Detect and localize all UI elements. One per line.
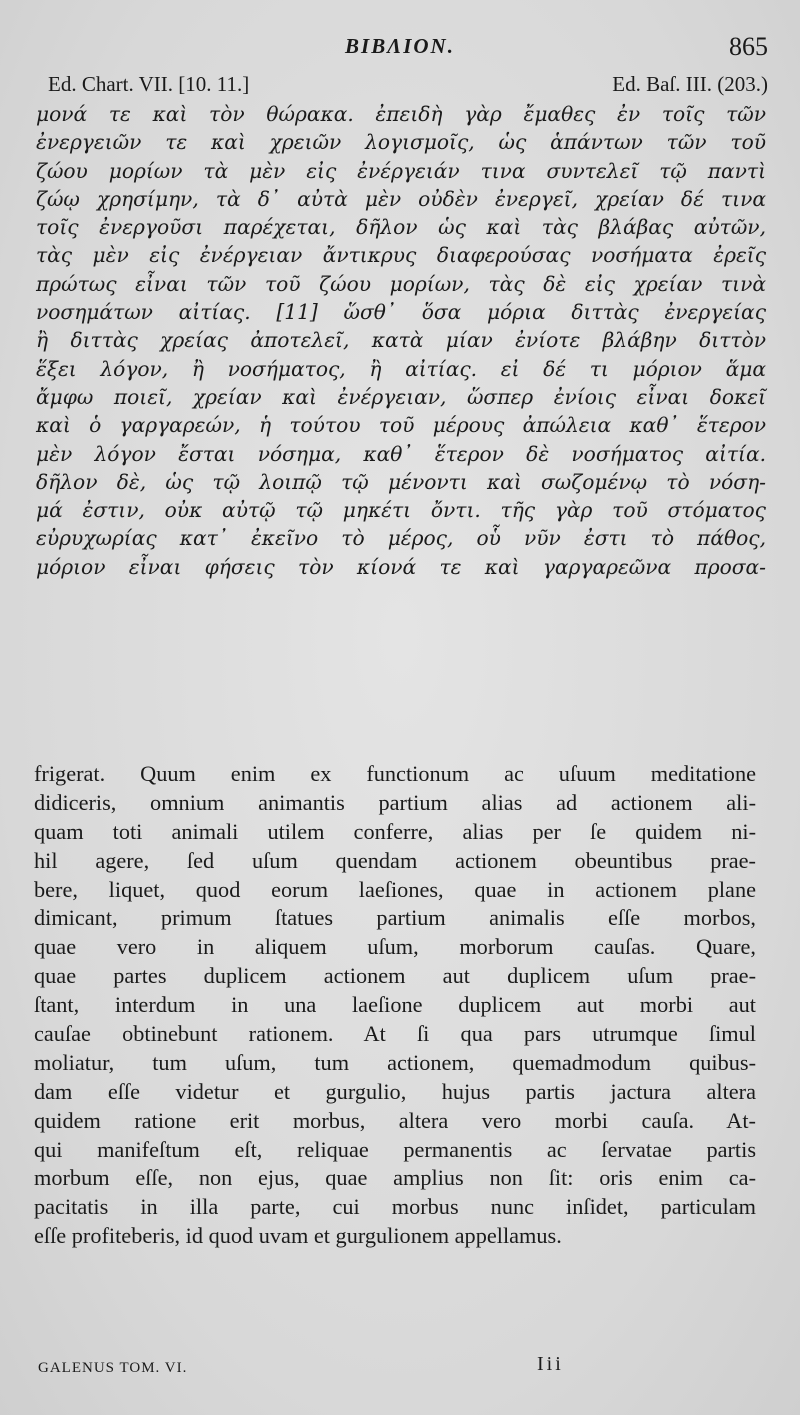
- greek-line: ἕξει λόγον, ἢ νοσήματος, ἢ αἰτίας. εἰ δέ τι μόριον ἅμα: [36, 356, 766, 381]
- latin-line: ſtant, interdum in una laeſione duplicem aut morbi aut: [34, 992, 756, 1018]
- greek-line: εὐρυχωρίας κατ᾽ ἐκεῖνο τὸ μέρος, οὗ νῦν ἐστι τὸ πάθος,: [36, 526, 766, 551]
- greek-line: νοσημάτων αἰτίας. [11] ὥσθ᾽ ὅσα μόρια διττὰς ἐνεργείας: [36, 300, 766, 325]
- latin-line: hil agere, ſed uſum quendam actionem obeuntibus prae-: [34, 847, 756, 873]
- greek-line: μονά τε καὶ τὸν θώρακα. ἐπειδὴ γὰρ ἔμαθες ἐν τοῖς τῶν: [36, 102, 766, 126]
- greek-line: ζώῳ χρησίμην, τὰ δ᾽ αὐτὰ μὲν οὐδὲν ἐνεργεῖ, χρείαν δέ τινα: [36, 186, 766, 211]
- latin-line: qui manifeſtum eſt, reliquae permanentis ac ſervatae partis: [34, 1136, 756, 1162]
- latin-line: moliatur, tum uſum, tum actionem, quemadmodum quibus-: [34, 1049, 756, 1075]
- edition-reference-left: Ed. Chart. VII. [10. 11.]: [48, 72, 250, 96]
- greek-line: δῆλον δὲ, ὡς τῷ λοιπῷ τῷ μένοντι καὶ σωζομένῳ τὸ νόση-: [36, 469, 766, 494]
- greek-line: μά ἐστιν, οὐκ αὐτῷ τῷ μηκέτι ὄντι. τῆς γὰρ τοῦ στόματος: [36, 498, 766, 523]
- greek-line: τὰς μὲν εἰς ἐνέργειαν ἄντικρυς διαφερούσας νοσήματα ἐρεῖς: [36, 243, 766, 268]
- latin-line: dimicant, primum ſtatues partium animalis eſſe morbos,: [34, 905, 756, 931]
- greek-line: πρώτως εἶναι τῶν τοῦ ζώου μορίων, τὰς δὲ εἰς χρείαν τινὰ: [36, 271, 766, 296]
- greek-text-block: [36, 100, 766, 581]
- latin-line: didiceris, omnium animantis partium alias ad actionem ali-: [34, 789, 756, 815]
- page-number: 865: [729, 32, 768, 61]
- latin-line: frigerat. Quum enim ex functionum ac uſuum meditatione: [34, 761, 756, 786]
- latin-line: quidem ratione erit morbus, altera vero morbi cauſa. At-: [34, 1107, 756, 1133]
- latin-line: bere, liquet, quod eorum laeſiones, quae in actionem plane: [34, 876, 756, 902]
- greek-line: ἄμφω ποιεῖ, χρείαν καὶ ἐνέργειαν, ὥσπερ ἐνίοις εἶναι δοκεῖ: [36, 384, 766, 409]
- footer-signature-mark: Iii: [537, 1353, 564, 1375]
- latin-line: eſſe profiteberis, id quod uvam et gurgulionem appellamus.: [34, 1223, 562, 1249]
- edition-reference-right: Ed. Baſ. III. (203.): [612, 72, 768, 96]
- greek-line: ἢ διττὰς χρείας ἀποτελεῖ, κατὰ μίαν ἐνίοτε βλάβην διττὸν: [36, 328, 766, 353]
- latin-line: dam eſſe videtur et gurgulio, hujus partis jactura altera: [34, 1078, 756, 1104]
- latin-line: pacitatis in illa parte, cui morbus nunc inſidet, particulam: [34, 1194, 756, 1220]
- greek-line: καὶ ὁ γαργαρεών, ἡ τούτου τοῦ μέρους ἀπώλεια καθ᾽ ἕτερον: [36, 413, 766, 438]
- greek-line: μὲν λόγον ἔσται νόσημα, καθ᾽ ἕτερον δὲ νοσήματος αἰτία.: [36, 441, 766, 466]
- latin-line: morbum eſſe, non ejus, quae amplius non ſit: oris enim ca-: [34, 1165, 756, 1191]
- greek-line: ζώου μορίων τὰ μὲν εἰς ἐνέργειάν τινα συντελεῖ τῷ παντὶ: [36, 158, 766, 183]
- greek-line: μόριον εἶναι φήσεις τὸν κίονά τε καὶ γαργαρεῶνα προσα-: [36, 554, 766, 579]
- footer-signature-title: GALENUS TOM. VI.: [38, 1360, 188, 1376]
- latin-line: quae vero in aliquem uſum, morborum cauſas. Quare,: [34, 934, 756, 960]
- latin-line: quam toti animali utilem conferre, alias per ſe quidem ni-: [34, 818, 756, 844]
- greek-line: ἐνεργειῶν τε καὶ χρειῶν λογισμοῖς, ὡς ἁπάντων τῶν τοῦ: [36, 130, 766, 155]
- latin-line: cauſae obtinebunt rationem. At ſi qua pars utrumque ſimul: [34, 1021, 756, 1047]
- latin-text-block: [34, 760, 756, 1251]
- running-title: BIBΛΙΟΝ.: [345, 34, 455, 58]
- latin-line: quae partes duplicem actionem aut duplicem uſum prae-: [34, 963, 756, 989]
- greek-line: τοῖς ἐνεργοῦσι παρέχεται, δῆλον ὡς καὶ τὰς βλάβας αὐτῶν,: [36, 215, 766, 240]
